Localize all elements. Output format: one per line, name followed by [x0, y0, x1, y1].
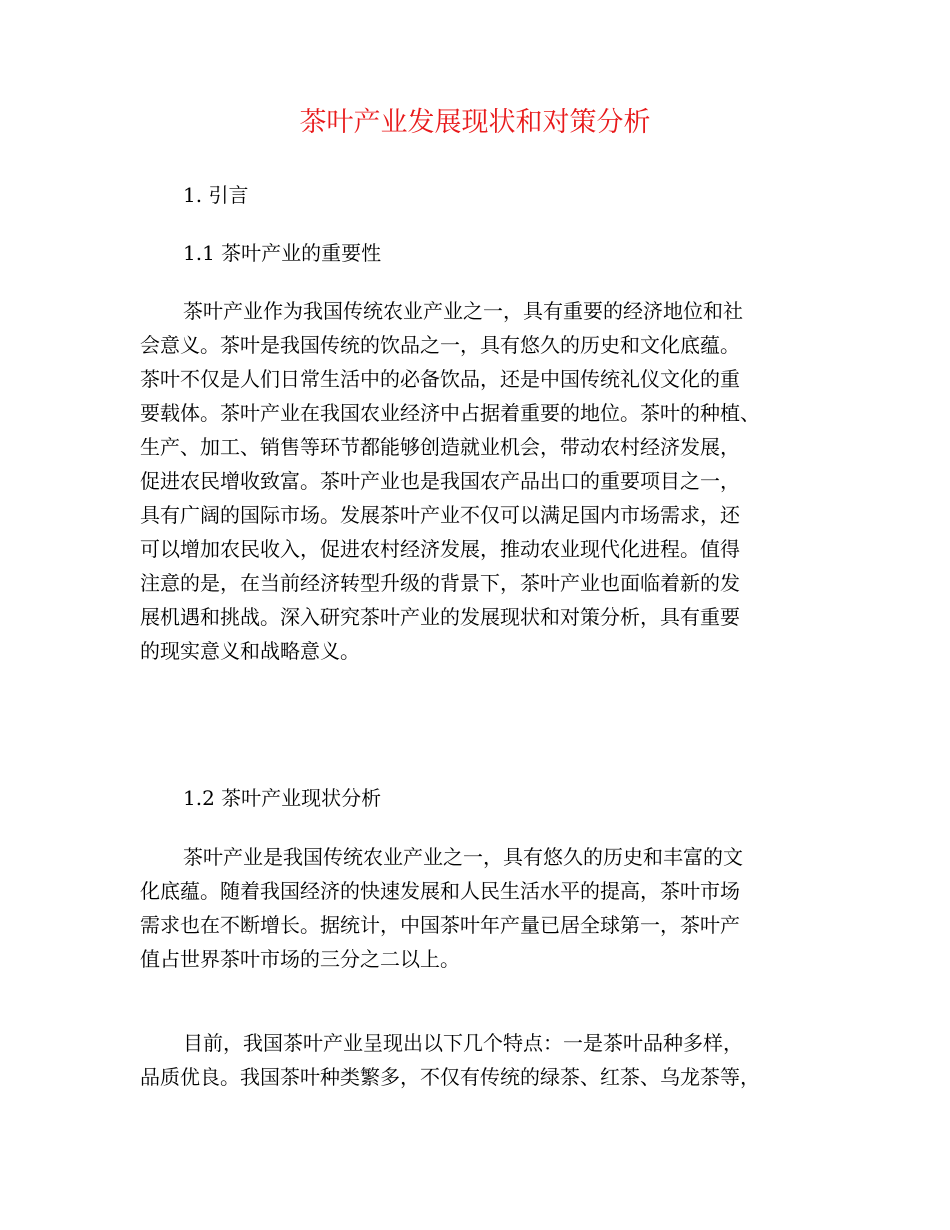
subsection-heading-status: 1.2 茶叶产业现状分析: [183, 786, 382, 810]
paragraph-line: 生产、加工、销售等环节都能够创造就业机会，带动农村经济发展，: [140, 435, 740, 459]
paragraph-line: 要载体。茶叶产业在我国农业经济中占据着重要的地位。茶叶的种植、: [140, 401, 760, 425]
paragraph-line: 茶叶产业是我国传统农业产业之一，具有悠久的历史和丰富的文: [183, 845, 743, 869]
section-heading-introduction: 1. 引言: [183, 183, 249, 207]
paragraph-line: 注意的是，在当前经济转型升级的背景下，茶叶产业也面临着新的发: [140, 571, 740, 595]
paragraph-line: 需求也在不断增长。据统计，中国茶叶年产量已居全球第一，茶叶产: [140, 913, 740, 937]
paragraph-line: 目前，我国茶叶产业呈现出以下几个特点：一是茶叶品种多样，: [183, 1031, 743, 1055]
subsection-heading-importance: 1.1 茶叶产业的重要性: [183, 241, 382, 265]
paragraph-status: [140, 840, 840, 976]
paragraph-line: 的现实意义和战略意义。: [140, 639, 360, 663]
paragraph-line: 具有广阔的国际市场。发展茶叶产业不仅可以满足国内市场需求，还: [140, 503, 740, 527]
paragraph-line: 品质优良。我国茶叶种类繁多，不仅有传统的绿茶、红茶、乌龙茶等，: [140, 1065, 760, 1089]
paragraph-features: [140, 1026, 840, 1094]
paragraph-importance: [140, 294, 840, 668]
paragraph-line: 促进农民增收致富。茶叶产业也是我国农产品出口的重要项目之一，: [140, 469, 740, 493]
paragraph-line: 化底蕴。随着我国经济的快速发展和人民生活水平的提高，茶叶市场: [140, 879, 740, 903]
paragraph-line: 茶叶产业作为我国传统农业产业之一，具有重要的经济地位和社: [183, 299, 743, 323]
document-title: 茶叶产业发展现状和对策分析: [299, 107, 651, 138]
paragraph-line: 可以增加农民收入，促进农村经济发展，推动农业现代化进程。值得: [140, 537, 740, 561]
paragraph-line: 茶叶不仅是人们日常生活中的必备饮品，还是中国传统礼仪文化的重: [140, 367, 740, 391]
paragraph-line: 展机遇和挑战。深入研究茶叶产业的发展现状和对策分析，具有重要: [140, 605, 740, 629]
paragraph-line: 会意义。茶叶是我国传统的饮品之一，具有悠久的历史和文化底蕴。: [140, 333, 740, 357]
paragraph-line: 值占世界茶叶市场的三分之二以上。: [140, 947, 460, 971]
